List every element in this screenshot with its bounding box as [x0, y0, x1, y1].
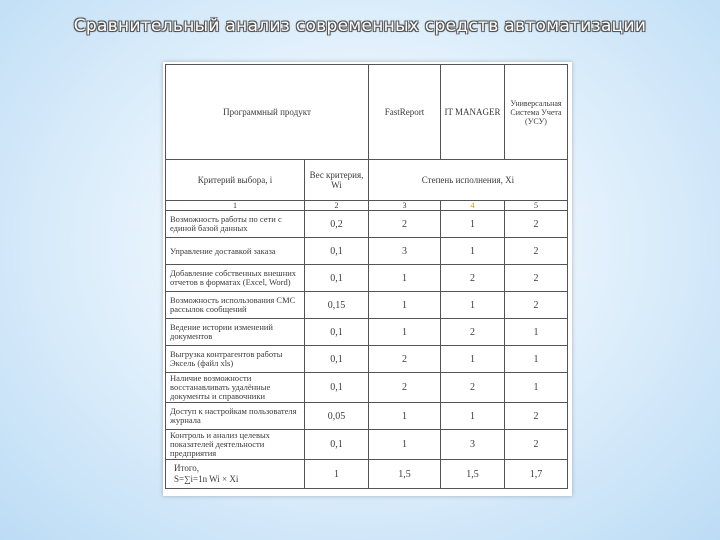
weight-cell: 0,1 [305, 430, 369, 460]
criterion-cell: Наличие возможности восстанавливать удалённые документы и справочники [166, 373, 305, 403]
value-cell: 2 [505, 238, 568, 265]
table-row [166, 211, 568, 238]
criterion-cell: Выгрузка контрагентов работы Эксель (файл xls) [166, 346, 305, 373]
table-row [166, 238, 568, 265]
total-row [166, 460, 568, 489]
product-1: FastReport [369, 65, 441, 160]
value-cell: 1 [441, 238, 505, 265]
value-cell: 2 [505, 430, 568, 460]
value-cell: 1 [441, 403, 505, 430]
col-number: 1 [166, 201, 305, 211]
col-number: 3 [369, 201, 441, 211]
value-cell: 1 [369, 292, 441, 319]
value-cell: 2 [441, 373, 505, 403]
table-row [166, 346, 568, 373]
criterion-cell: Доступ к настройкам пользователя журнала [166, 403, 305, 430]
comparison-table-sheet [163, 62, 572, 496]
total-weight: 1 [305, 460, 369, 489]
value-cell: 1 [369, 265, 441, 292]
weight-cell: 0,1 [305, 265, 369, 292]
value-cell: 2 [441, 319, 505, 346]
weight-label: Вес критерия, Wi [305, 160, 369, 201]
product-3: Универсальная Система Учета (УСУ) [505, 65, 568, 160]
criterion-cell: Возможность использования СМС рассылок сообщений [166, 292, 305, 319]
header-row [166, 65, 568, 160]
value-cell: 2 [369, 373, 441, 403]
slide-title: Сравнительный анализ современных средств автоматизации [73, 16, 647, 36]
weight-cell: 0,1 [305, 319, 369, 346]
total-formula: S=∑i=1n Wi × Xi [174, 474, 239, 484]
value-cell: 1 [505, 346, 568, 373]
criteria-header-row [166, 160, 568, 201]
col-number: 5 [505, 201, 568, 211]
total-label: Итого, [174, 463, 200, 473]
value-cell: 2 [505, 403, 568, 430]
table-row [166, 292, 568, 319]
value-cell: 1 [441, 211, 505, 238]
value-cell: 2 [505, 211, 568, 238]
weight-cell: 0,1 [305, 346, 369, 373]
column-numbers-row [166, 201, 568, 211]
col-number: 4 [441, 201, 505, 211]
criterion-cell: Управление доставкой заказа [166, 238, 305, 265]
value-cell: 2 [505, 292, 568, 319]
value-cell: 2 [505, 265, 568, 292]
criterion-cell: Контроль и анализ целевых показателей деятельности предприятия [166, 430, 305, 460]
value-cell: 3 [369, 238, 441, 265]
value-cell: 1 [369, 403, 441, 430]
col-number: 2 [305, 201, 369, 211]
value-cell: 1 [369, 430, 441, 460]
degree-label: Степень исполнения, Xi [369, 160, 568, 201]
weight-cell: 0,05 [305, 403, 369, 430]
total-value: 1,7 [505, 460, 568, 489]
value-cell: 3 [441, 430, 505, 460]
table-row [166, 403, 568, 430]
criterion-cell: Добавление собственных внешних отчетов в форматах (Excel, Word) [166, 265, 305, 292]
table-row [166, 319, 568, 346]
value-cell: 2 [441, 265, 505, 292]
table-row [166, 430, 568, 460]
product-2: IT MANAGER [441, 65, 505, 160]
comparison-table [165, 64, 568, 489]
weight-cell: 0,2 [305, 211, 369, 238]
criterion-cell: Возможность работы по сети с единой базой данных [166, 211, 305, 238]
product-label: Программный продукт [166, 65, 369, 160]
table-row [166, 265, 568, 292]
weight-cell: 0,1 [305, 238, 369, 265]
total-label-cell [166, 460, 305, 489]
weight-cell: 0,1 [305, 373, 369, 403]
value-cell: 1 [369, 319, 441, 346]
criterion-cell: Ведение истории изменений документов [166, 319, 305, 346]
value-cell: 1 [441, 346, 505, 373]
value-cell: 2 [369, 211, 441, 238]
total-value: 1,5 [441, 460, 505, 489]
value-cell: 1 [505, 319, 568, 346]
total-value: 1,5 [369, 460, 441, 489]
value-cell: 1 [505, 373, 568, 403]
table-row [166, 373, 568, 403]
weight-cell: 0,15 [305, 292, 369, 319]
value-cell: 1 [441, 292, 505, 319]
criterion-label: Критерий выбора, i [166, 160, 305, 201]
value-cell: 2 [369, 346, 441, 373]
